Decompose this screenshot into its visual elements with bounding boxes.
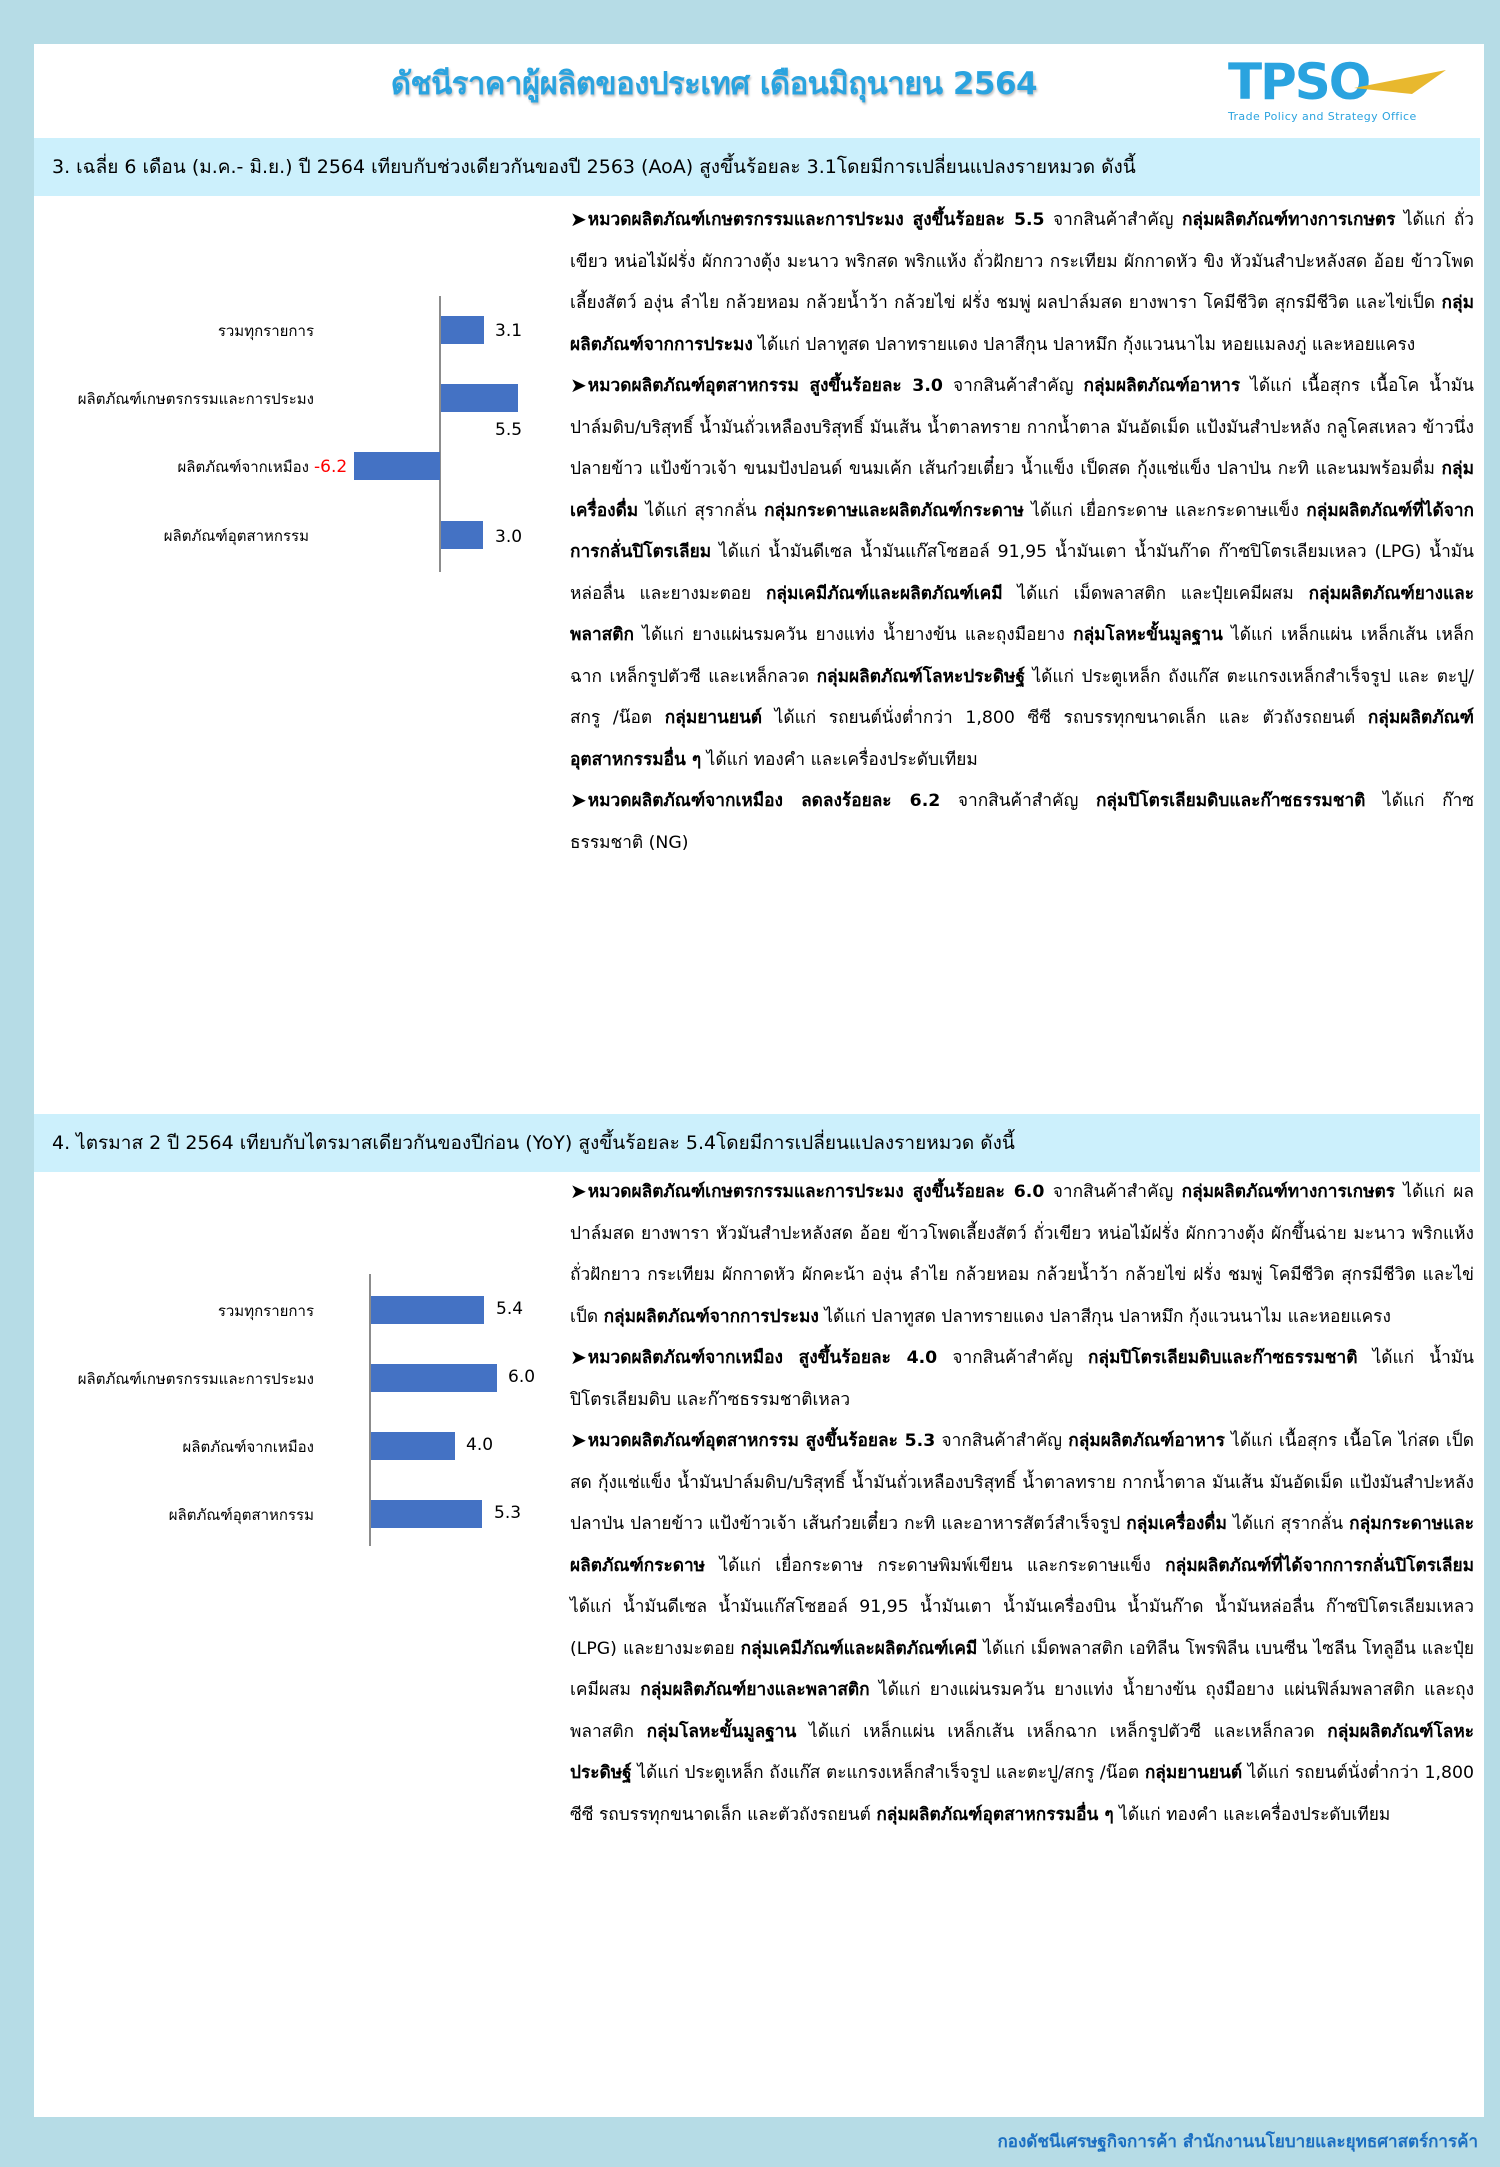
arrowhead-bullet-icon: ➤ [570,373,587,397]
footer-organization: กองดัชนีเศรษฐกิจการค้า สำนักงานนโยบายและยุทธศาสตร์การค้า [997,2132,1478,2152]
bold-text: กลุ่มผลิตภัณฑ์จากการประมง [603,1306,819,1327]
bar [441,384,518,412]
bold-text: หมวดผลิตภัณฑ์เกษตรกรรมและการประมง สูงขึ้นร้อยละ 5.5 [587,210,1045,230]
arrowhead-bullet-icon: ➤ [570,1179,587,1203]
category-label: ผลิตภัณฑ์อุตสาหกรรม [168,1506,314,1524]
page-title: ดัชนีราคาผู้ผลิตของประเทศ เดือนมิถุนายน 2564 [390,66,1038,102]
body-text: ได้แก่ เยื่อกระดาษ และกระดาษแข็ง [1023,500,1307,521]
bold-text: กลุ่มผลิตภัณฑ์จากการประมง [570,293,1474,355]
chart-row [34,521,564,551]
body-text: ได้แก่ ก๊าซธรรมชาติ (NG) [570,791,1474,853]
section-4-paragraph [570,1421,1474,1836]
body-text: ได้แก่ ถั่วเขียว หน่อไม้ฝรั่ง ผักกวางตุ้ง มะนาว พริกสด พริกแห้ง ถั่วฝักยาว กระเทียม ผักกาดหัว ขิง หัวมันสำปะหลังสด อ้อย ข้าวโพดเลี้ยงสัตว์ องุ่น ลำไย กล้วยหอม กล้วยน้ำว้า กล้วยไข่ ฝรั่ง ชมพู่ ผลปาล์มสด ยางพารา โคมีชีวิต สุกรมีชีวิต และไข่เป็ด [570,210,1474,313]
arrowhead-bullet-icon: ➤ [570,788,587,812]
logo-subtitle: Trade Policy and Strategy Office [1228,110,1417,123]
bar [441,316,484,344]
section-3-paragraph [570,200,1474,366]
body-text: ได้แก่ น้ำมันปิโตรเลียมดิบ และก๊าซธรรมชาติเหลว [570,1348,1474,1410]
chart-row [34,316,564,346]
body-text: ได้แก่ รถยนต์นั่งต่ำกว่า 1,800 ซีซี รถบรรทุกขนาดเล็ก และ ตัวถังรถยนต์ [762,708,1368,728]
bar [371,1296,484,1324]
category-label: ผลิตภัณฑ์จากเหมือง [182,1438,314,1456]
bold-text: กลุ่มผลิตภัณฑ์อุตสาหกรรมอื่น ๆ [570,708,1474,770]
body-text: ได้แก่ ทองคำ และเครื่องประดับเทียม [1113,1804,1391,1825]
bold-text: กลุ่มผลิตภัณฑ์ที่ได้จากการกลั่นปิโตรเลียม [570,500,1474,562]
body-text: ได้แก่ เยื่อกระดาษ กระดาษพิมพ์เขียน และกระดาษแข็ง [705,1555,1166,1576]
body-text: ได้แก่ เหล็กแผ่น เหล็กเส้น เหล็กฉาก เหล็กรูปตัวซี และเหล็กลวด [796,1721,1328,1742]
chart-row [34,452,564,482]
value-label: 4.0 [466,1435,494,1455]
bold-text: กลุ่มผลิตภัณฑ์โลหะประดิษฐ์ [816,666,1025,687]
chart-row [34,384,564,440]
body-text: ได้แก่ ประตูเหล็ก ถังแก๊ส ตะแกรงเหล็กสำเร็จรูป และตะปู/สกรู /น๊อต [631,1763,1145,1783]
body-text: จากสินค้าสำคัญ [1044,1182,1182,1202]
section-4-chart [34,1194,564,1534]
body-text: ได้แก่ ประตูเหล็ก ถังแก๊ส ตะแกรงเหล็กสำเร็จรูป และ ตะปู/สกรู /น๊อต [570,666,1474,728]
section-3-text [570,200,1474,864]
bold-text: หมวดผลิตภัณฑ์เกษตรกรรมและการประมง สูงขึ้นร้อยละ 6.0 [587,1182,1045,1202]
body-text: จากสินค้าสำคัญ [1044,210,1182,230]
arrowhead-bullet-icon: ➤ [570,1345,587,1369]
body-text: ได้แก่ สุรากลั่น [1226,1514,1350,1534]
chart-row [34,1432,564,1462]
chart-row [34,1296,564,1326]
arrowhead-bullet-icon: ➤ [570,207,587,231]
tpso-logo [1212,54,1472,132]
section-3-heading [34,138,1480,196]
category-label: รวมทุกรายการ [217,322,314,340]
bold-text: กลุ่มโลหะขั้นมูลฐาน [1073,625,1223,645]
body-text: ได้แก่ น้ำมันดีเซล น้ำมันแก๊สโซฮอล์ 91,95 น้ำมันเตา น้ำมันก๊าด ก๊าซปิโตรเลียมเหลว (LPG) น้ำมันหล่อลื่น และยางมะตอย [570,542,1474,604]
bold-text: กลุ่มผลิตภัณฑ์โลหะประดิษฐ์ [570,1721,1474,1783]
body-text: ได้แก่ เม็ดพลาสติก และปุ๋ยเคมีผสม [1002,583,1309,604]
value-label: 3.1 [495,321,523,341]
bold-text: กลุ่มโลหะขั้นมูลฐาน [646,1721,797,1742]
body-text: ได้แก่ ปลาทูสด ปลาทรายแดง ปลาสีกุน ปลาหมึก กุ้งแวนนาไม และหอยแครง [818,1306,1391,1327]
chart-row [34,1500,564,1530]
bold-text: กลุ่มผลิตภัณฑ์ที่ได้จากการกลั่นปิโตรเลียม [1165,1555,1474,1576]
bar [371,1500,482,1528]
body-text: ได้แก่ ยางแผ่นรมควัน ยางแท่ง น้ำยางข้น ถุงมือยาง แผ่นฟิล์มพลาสติก และถุงพลาสติก [570,1680,1475,1742]
section-4-heading [34,1114,1480,1172]
chart-row [34,1364,564,1394]
value-label: -6.2 [314,457,348,477]
body-text: ได้แก่ เหล็กแผ่น เหล็กเส้น เหล็กฉาก เหล็กรูปตัวซี และเหล็กลวด [570,625,1474,687]
bold-text: กลุ่มเครื่องดื่ม [1126,1514,1227,1534]
body-text: ได้แก่ เนื้อสุกร เนื้อโค น้ำมันปาล์มดิบ/บริสุทธิ์ น้ำมันถั่วเหลืองบริสุทธิ์ มันเส้น น้ำตาลทราย กากน้ำตาล มันอัดเม็ด แป้งมันสำปะหลัง กลูโคสเหลว ข้าวนึ่ง ปลายข้าว แป้งข้าวเจ้า ขนมปังปอนด์ ขนมเค้ก เส้นก๋วยเตี๋ยว น้ำแข็ง เป็ดสด กุ้งแช่แข็ง ปลาป่น กะทิ และนมพร้อมดื่ม [570,376,1474,479]
section-4-paragraph [570,1172,1474,1338]
section-3-paragraph [570,366,1474,781]
value-label: 5.4 [496,1299,524,1319]
value-label: 5.5 [495,420,523,440]
body-text: ได้แก่ ยางแผ่นรมควัน ยางแท่ง น้ำยางข้น และถุงมือยาง [633,625,1074,645]
bold-text: กลุ่มยานยนต์ [1144,1763,1243,1783]
bold-text: กลุ่มผลิตภัณฑ์ทางการเกษตร [1181,210,1396,230]
bold-text: กลุ่มเคมีภัณฑ์และผลิตภัณฑ์เคมี [765,583,1003,604]
bold-text: กลุ่มกระดาษและผลิตภัณฑ์กระดาษ [570,1514,1474,1576]
logo-swoosh-icon [1334,64,1454,104]
bold-text: กลุ่มกระดาษและผลิตภัณฑ์กระดาษ [764,500,1024,521]
category-label: ผลิตภัณฑ์อุตสาหกรรม [163,527,309,545]
section-4-heading-main: 4. ไตรมาส 2 ปี 2564 เทียบกับไตรมาสเดียวกันของปีก่อน (YoY) สูงขึ้นร้อยละ 5.4 [52,1132,717,1154]
body-text: จากสินค้าสำคัญ [935,1431,1069,1451]
bold-text: กลุ่มยานยนต์ [664,708,763,728]
bold-text: กลุ่มผลิตภัณฑ์ทางการเกษตร [1181,1182,1396,1202]
category-label: ผลิตภัณฑ์เกษตรกรรมและการประมง [77,1370,314,1388]
value-label: 3.0 [495,527,523,547]
bar [371,1364,497,1392]
section-3-heading-suffix: โดยมีการเปลี่ยนแปลงรายหมวด ดังนี้ [836,156,1136,178]
category-label: ผลิตภัณฑ์เกษตรกรรมและการประมง [77,390,314,408]
category-label: ผลิตภัณฑ์จากเหมือง [177,458,309,476]
body-text: ได้แก่ ทองคำ และเครื่องประดับเทียม [701,749,978,770]
body-text: ได้แก่ สุรากลั่น [638,500,765,521]
value-label: 5.3 [494,1503,522,1523]
bar [441,521,483,549]
category-label: รวมทุกรายการ [217,1302,314,1320]
bold-text: กลุ่มผลิตภัณฑ์ยางและพลาสติก [640,1680,870,1700]
section-3-chart [34,234,564,614]
section-4-text [570,1172,1474,1836]
bar [354,452,440,480]
section-3-paragraph [570,781,1474,864]
bold-text: กลุ่มผลิตภัณฑ์ยางและพลาสติก [570,583,1474,645]
bold-text: กลุ่มเคมีภัณฑ์และผลิตภัณฑ์เคมี [740,1638,978,1659]
arrowhead-bullet-icon: ➤ [570,1428,587,1452]
logo-text: TPSO [1228,53,1370,111]
body-text: ได้แก่ น้ำมันดีเซล น้ำมันแก๊สโซฮอล์ 91,95 น้ำมันเตา น้ำมันเครื่องบิน น้ำมันก๊าด น้ำมันหล่อลื่น ก๊าซปิโตรเลียมเหลว (LPG) และยางมะตอย [570,1597,1474,1659]
bold-text: หมวดผลิตภัณฑ์อุตสาหกรรม สูงขึ้นร้อยละ 3.0 [587,376,943,396]
bold-text: หมวดผลิตภัณฑ์จากเหมือง ลดลงร้อยละ 6.2 [587,791,941,811]
bold-text: กลุ่มปิโตรเลียมดิบและก๊าซธรรมชาติ [1095,791,1366,811]
body-text: ได้แก่ เม็ดพลาสติก เอทิลีน โพรพิลีน เบนซีน ไซลีน โทลูอีน และปุ๋ยเคมีผสม [570,1638,1474,1700]
bar [371,1432,455,1460]
body-text: ได้แก่ รถยนต์นั่งต่ำกว่า 1,800 ซีซี รถบรรทุกขนาดเล็ก และตัวถังรถยนต์ [570,1763,1474,1825]
body-text: ได้แก่ ผลปาล์มสด ยางพารา หัวมันสำปะหลังสด อ้อย ข้าวโพดเลี้ยงสัตว์ ถั่วเขียว หน่อไม้ฝรั่ง ผักกวางตุ้ง ผักขึ้นฉ่าย มะนาว พริกแห้ง ถั่วฝักยาว กระเทียม ผักกาดหัว ผักคะน้า องุ่น ลำไย กล้วยหอม กล้วยน้ำว้า กล้วยไข่ ฝรั่ง ชมพู่ โคมีชีวิต สุกรมีชีวิต และไข่เป็ด [570,1182,1475,1327]
bold-text: กลุ่มปิโตรเลียมดิบและก๊าซธรรมชาติ [1087,1348,1358,1368]
section-4-heading-suffix: โดยมีการเปลี่ยนแปลงรายหมวด ดังนี้ [716,1132,1015,1154]
body-text: ได้แก่ ปลาทูสด ปลาทรายแดง ปลาสีกุน ปลาหมึก กุ้งแวนนาไม หอยแมลงภู่ และหอยแครง [752,334,1416,355]
bold-text: กลุ่มเครื่องดื่ม [570,459,1474,521]
body-text: ได้แก่ เนื้อสุกร เนื้อโค ไก่สด เป็ดสด กุ้งแช่แข็ง น้ำมันปาล์มดิบ/บริสุทธิ์ น้ำมันถั่วเหลืองบริสุทธิ์ น้ำตาลทราย กากน้ำตาล มันเส้น มันอัดเม็ด แป้งมันสำปะหลัง ปลาป่น ปลายข้าว แป้งข้าวเจ้า เส้นก๋วยเตี๋ยว กะทิ และอาหารสัตว์สำเร็จรูป [570,1431,1474,1534]
bold-text: กลุ่มผลิตภัณฑ์อุตสาหกรรมอื่น ๆ [876,1804,1114,1825]
bold-text: หมวดผลิตภัณฑ์จากเหมือง สูงขึ้นร้อยละ 4.0 [587,1348,938,1368]
body-text: จากสินค้าสำคัญ [942,376,1084,396]
section-4-paragraph [570,1338,1474,1421]
body-text: จากสินค้าสำคัญ [940,791,1096,811]
body-text: จากสินค้าสำคัญ [937,1348,1088,1368]
bold-text: กลุ่มผลิตภัณฑ์อาหาร [1068,1431,1225,1451]
value-label: 6.0 [508,1367,536,1387]
page-panel [34,44,1484,2117]
section-3-heading-main: 3. เฉลี่ย 6 เดือน (ม.ค.- มิ.ย.) ปี 2564 เทียบกับช่วงเดียวกันของปี 2563 (AoA) สูงขึ้นร้อยละ 3.1 [52,156,837,178]
bold-text: หมวดผลิตภัณฑ์อุตสาหกรรม สูงขึ้นร้อยละ 5.3 [587,1431,936,1451]
bold-text: กลุ่มผลิตภัณฑ์อาหาร [1083,376,1241,396]
